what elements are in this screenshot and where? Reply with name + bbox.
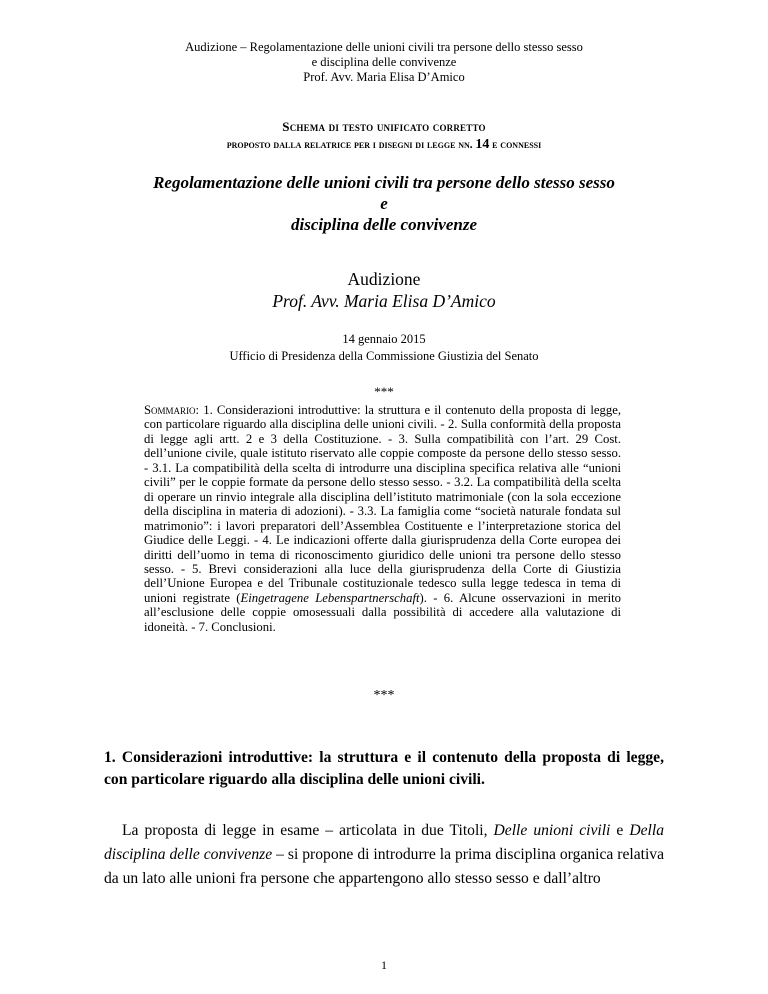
event-office: Ufficio di Presidenza della Commissione Giustizia del Senato (229, 349, 539, 363)
schema-bill-number: 14 (475, 137, 490, 152)
paragraph-title-1: Delle unioni civili (493, 822, 611, 839)
title-line-1: Regolamentazione delle unioni civili tra persone dello stesso sesso (153, 173, 615, 192)
schema-line-2 (0, 136, 768, 154)
paragraph-text-2: e (610, 822, 630, 839)
sommario-term: Eingetragene Lebenspartnerschaft (240, 590, 420, 605)
title-line-2: e (380, 194, 388, 213)
speaker-name: Prof. Avv. Maria Elisa D’Amico (272, 291, 496, 311)
schema-heading (0, 118, 768, 154)
paragraph-text-1: La proposta di legge in esame – articolata in due Titoli, (122, 822, 494, 839)
page-number: 1 (381, 958, 387, 972)
section-1-heading: 1. Considerazioni introduttive: la struttura e il contenuto della proposta di legge, con particolare riguardo alla disciplina delle unioni civili. (104, 749, 664, 788)
paragraph-text-3: – si propone di introdurre la prima disciplina organica relativa da un lato alle unioni fra persone che appartengono allo stesso sesso e dall’altro (104, 846, 665, 887)
document-title (0, 172, 768, 235)
event-info (0, 331, 768, 365)
sommario-text-2: ). - 6. Alcune osservazioni in merito all’esclusione delle coppie omosessuali dalla possibilità di accedere alla valutazione di idoneità. - 7. Conclusioni. (144, 590, 621, 634)
sommario-label: Sommario: (144, 403, 200, 417)
running-header-line-3: Prof. Avv. Maria Elisa D’Amico (303, 70, 465, 84)
table-of-contents (144, 403, 621, 634)
event-date: 14 gennaio 2015 (342, 332, 426, 346)
running-header-line-1: Audizione – Regolamentazione delle unioni civili tra persone dello stesso sesso (185, 40, 583, 54)
paragraph-title-2: Della disciplina delle convivenze (104, 822, 665, 863)
running-header-line-2: e disciplina delle convivenze (311, 55, 457, 69)
schema-line-1: Schema di testo unificato corretto (282, 119, 486, 134)
audizione-block (0, 268, 768, 312)
sommario-text-1: 1. Considerazioni introduttive: la struttura e il contenuto della proposta di legge, con particolare riguardo alla disciplina delle unioni civili. - 2. Sulla conformità della proposta di legge agli artt. 2 e 3 della Costituzione. - 3. Sulla compatibilità con l’art. 29 Cost. dell’unione civile, quale istituto riservato alle coppie composte da persone dello stesso sesso. - 3.1. La compatibilità della scelta di introdurre una disciplina specifica relativa alle “unioni civili” per le coppie formate da persone dello stesso sesso. - 3.2. La compatibilità della scelta di operare un rinvio integrale alla disciplina dell’istituto matrimoniale (con la sola eccezione della disciplina in materia di adozioni). - 3.3. La famiglia come “società naturale fondata sul matrimonio”: i lavori preparatori dell’Assemblea Costituente e l’interpretazione storica del Giudice delle Leggi. - 4. Le indicazioni offerte dalla giurisprudenza della Corte europea dei diritti dell’uomo in tema di riconoscimento giuridico delle unioni tra persone dello stesso sesso. - 5. Brevi considerazioni alla luce della giurisprudenza della Corte di Giustizia dell’Unione Europea e del Tribunale costituzionale tedesco sulla legge tedesca in tema di unioni registrate ( (144, 403, 621, 605)
title-line-3: disciplina delle convivenze (290, 215, 478, 234)
schema-line-2-text: proposto dalla relatrice per i disegni di legge nn. (226, 139, 473, 151)
section-1-paragraph (104, 819, 664, 891)
separator-top: *** (374, 384, 394, 399)
audizione-label: Audizione (347, 269, 421, 289)
running-header (0, 40, 768, 85)
separator-bottom: *** (373, 688, 395, 703)
schema-line-2-end: e connessi (492, 139, 542, 151)
